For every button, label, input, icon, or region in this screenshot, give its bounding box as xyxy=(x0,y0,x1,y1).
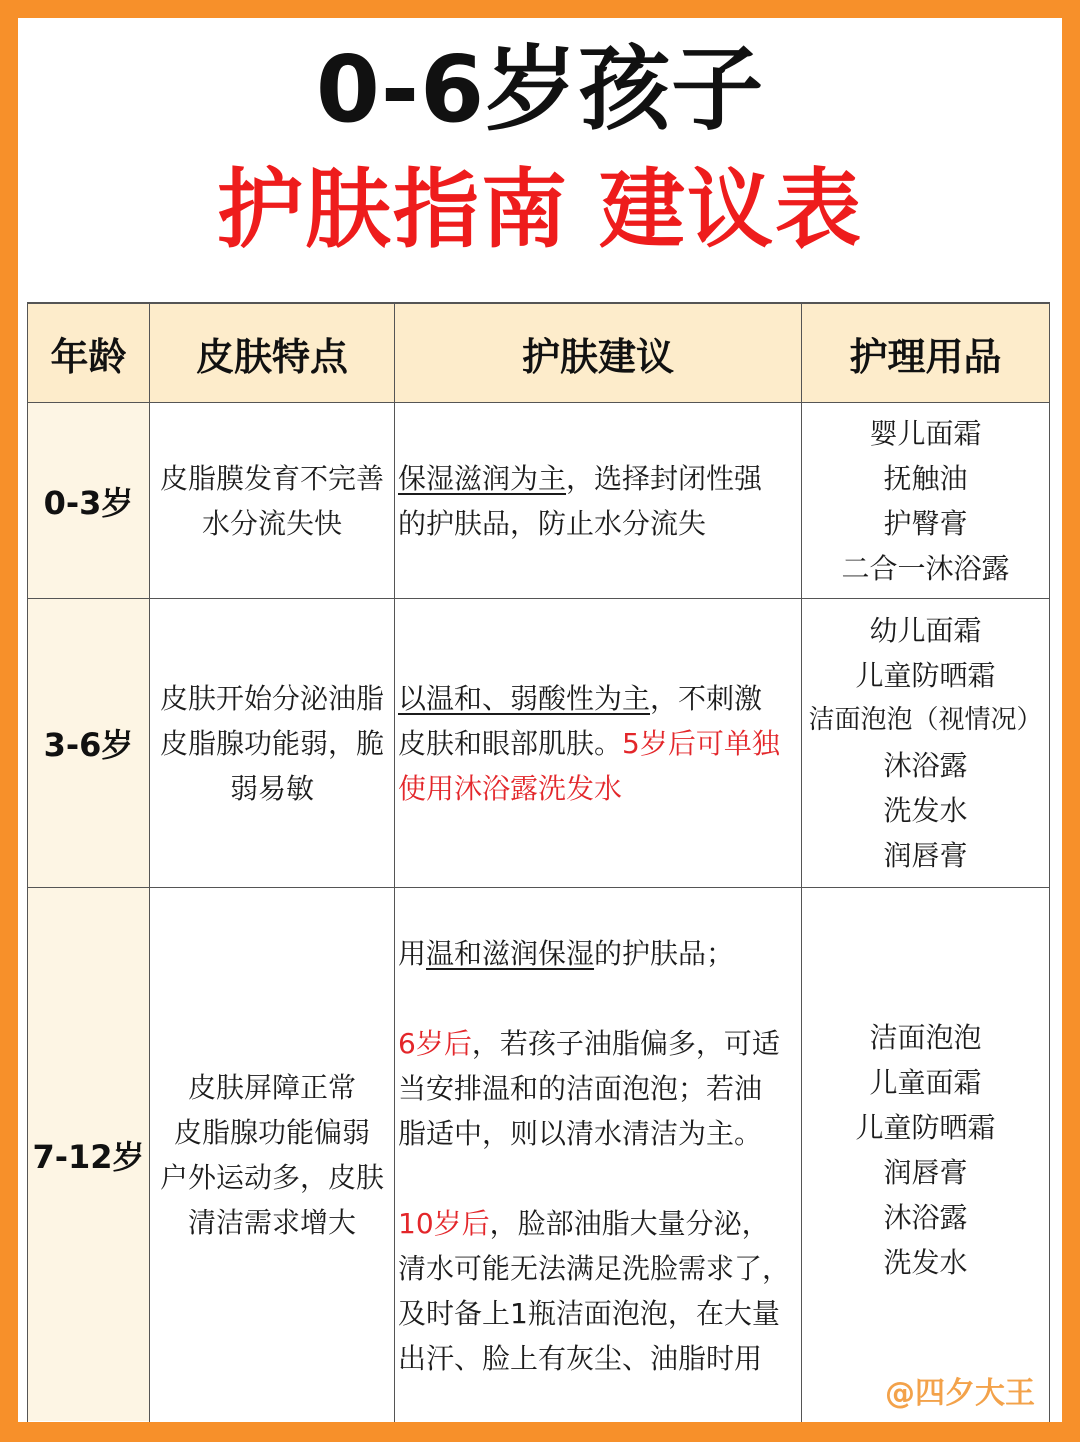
product-item: 洁面泡泡（视情况） xyxy=(808,705,1043,735)
row-age: 3-6岁 xyxy=(28,599,149,887)
advice-text: 皮肤和眼部肌肤。 xyxy=(398,726,623,760)
advice-line: 脂适中，则以清水清洁为主。 xyxy=(398,1117,763,1150)
table-rule xyxy=(149,302,150,1422)
watermark: @四夕大王 xyxy=(885,1376,1035,1411)
product-item: 护臀膏 xyxy=(883,506,968,540)
advice-text: 用 xyxy=(398,937,427,970)
product-item: 抚触油 xyxy=(883,461,968,495)
product-item: 儿童防晒霜 xyxy=(855,659,996,692)
row-advice xyxy=(395,403,801,598)
row-advice xyxy=(395,599,801,887)
header-products: 护理用品 xyxy=(802,304,1049,402)
subtitle-part-2: 建议表 xyxy=(599,160,863,260)
table-rule xyxy=(27,302,1050,304)
table-rule xyxy=(27,302,28,1422)
product-item: 幼儿面霜 xyxy=(869,614,982,647)
product-item: 润唇膏 xyxy=(883,1155,968,1189)
advice-emphasis: 以温和、弱酸性为主 xyxy=(398,681,651,715)
advice-line xyxy=(398,676,780,721)
advice-line: 当安排温和的洁面泡泡；若油 xyxy=(398,1072,763,1105)
advice-highlight: 使用沐浴露洗发水 xyxy=(398,771,623,805)
product-item: 沐浴露 xyxy=(883,749,968,782)
product-item: 洗发水 xyxy=(883,1245,968,1279)
row-traits xyxy=(150,599,394,887)
product-item: 润唇膏 xyxy=(883,839,968,872)
product-item: 洗发水 xyxy=(883,794,968,827)
advice-text: ，若孩子油脂偏多，可适 xyxy=(471,1027,780,1060)
table-rule xyxy=(394,302,395,1422)
advice-emphasis: 温和滋润保湿 xyxy=(426,937,595,970)
table-rule xyxy=(801,302,802,1422)
trait-line: 水分流失快 xyxy=(201,506,342,540)
row-age: 0-3岁 xyxy=(28,403,149,598)
advice-line: 的护肤品，防止水分流失 xyxy=(398,506,707,540)
advice-emphasis: 保湿滋润为主 xyxy=(398,461,567,495)
advice-line: 清水可能无法满足洗脸需求了， xyxy=(398,1252,791,1285)
row-products xyxy=(802,888,1049,1421)
advice-line xyxy=(398,1021,790,1066)
row-age: 7-12岁 xyxy=(28,888,149,1421)
header-traits: 皮肤特点 xyxy=(150,304,394,402)
advice-line: 及时备上1瓶洁面泡泡，在大量 xyxy=(398,1297,780,1330)
subtitle-part-1: 护肤指南 xyxy=(217,160,569,260)
trait-line: 皮脂腺功能弱，脆 xyxy=(159,726,384,760)
advice-highlight: 5岁后可单独 xyxy=(622,726,780,760)
advice-highlight: 10岁后 xyxy=(398,1207,490,1240)
trait-line: 皮肤开始分泌油脂 xyxy=(159,681,384,715)
product-item: 洁面泡泡 xyxy=(869,1020,982,1054)
trait-line: 弱易敏 xyxy=(229,771,314,805)
trait-line: 皮脂腺功能偏弱 xyxy=(173,1115,370,1149)
advice-line xyxy=(398,931,790,976)
table-rule xyxy=(1049,302,1050,1422)
page-title: 0-6岁孩子 xyxy=(315,36,765,143)
trait-line: 清洁需求增大 xyxy=(187,1205,356,1239)
product-item: 二合一沐浴露 xyxy=(841,551,1010,585)
trait-line: 皮脂膜发育不完善 xyxy=(159,461,384,495)
advice-text: ，选择封闭性强 xyxy=(566,461,763,495)
advice-line xyxy=(398,1201,790,1246)
advice-text: ，脸部油脂大量分泌， xyxy=(489,1207,770,1240)
header-age: 年龄 xyxy=(28,304,149,402)
advice-line xyxy=(398,456,762,501)
row-traits xyxy=(150,888,394,1421)
table-rule xyxy=(27,402,1050,403)
advice-line xyxy=(398,721,780,766)
advice-line: 出汗、脸上有灰尘、油脂时用 xyxy=(398,1342,763,1375)
row-advice xyxy=(395,888,801,1421)
advice-text: 的护肤品； xyxy=(594,937,735,970)
product-item: 沐浴露 xyxy=(883,1200,968,1234)
advice-highlight: 6岁后 xyxy=(398,1027,472,1060)
trait-line: 户外运动多，皮肤 xyxy=(159,1160,384,1194)
trait-line: 皮肤屏障正常 xyxy=(187,1070,356,1104)
product-item: 儿童防晒霜 xyxy=(855,1110,996,1144)
header-advice: 护肤建议 xyxy=(395,304,801,402)
product-item: 儿童面霜 xyxy=(869,1065,982,1099)
row-products xyxy=(802,599,1049,887)
row-products xyxy=(802,403,1049,598)
product-item: 婴儿面霜 xyxy=(869,416,982,450)
row-traits xyxy=(150,403,394,598)
table-rule xyxy=(27,887,1050,888)
advice-text: ，不刺激 xyxy=(650,681,763,715)
table-rule xyxy=(27,598,1050,599)
